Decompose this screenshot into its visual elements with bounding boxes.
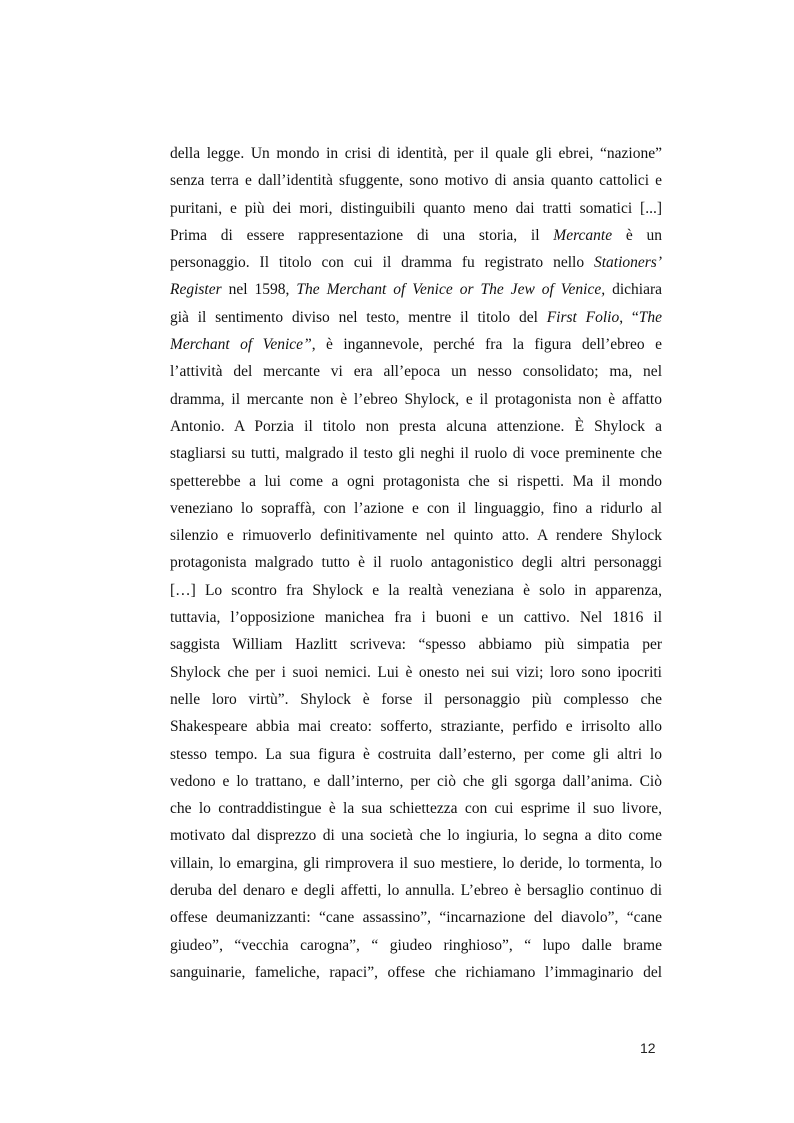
text-run: Prima di essere rappresentazione di una storia, il xyxy=(170,226,554,244)
text-line xyxy=(170,850,662,877)
text-line xyxy=(170,468,662,495)
text-run: Shylock che per i suoi nemici. Lui è onesto nei sui vizi; loro sono ipocriti xyxy=(170,663,662,681)
text-run: già il sentimento diviso nel testo, mentre il titolo del xyxy=(170,308,547,326)
text-run: , “ xyxy=(619,308,639,326)
italic-text: Mercante xyxy=(553,226,613,244)
text-line xyxy=(170,167,662,194)
text-line xyxy=(170,140,662,167)
body-text xyxy=(170,140,662,986)
text-run: giudeo”, “vecchia carogna”, “ giudeo ringhioso”, “ lupo dalle brame xyxy=(170,936,662,954)
text-line xyxy=(170,549,662,576)
italic-text: The Merchant of Venice or The Jew of Venice, xyxy=(296,281,606,299)
text-line xyxy=(170,768,662,795)
text-line xyxy=(170,440,662,467)
text-line xyxy=(170,686,662,713)
text-run: motivato dal disprezzo di una società che lo ingiuria, lo segna a dito come xyxy=(170,827,662,845)
text-line xyxy=(170,195,662,222)
italic-text: First Folio xyxy=(546,308,620,326)
text-run: dramma, il mercante non è l’ebreo Shylock, e il protagonista non è affatto xyxy=(170,390,662,408)
text-run: Shakespeare abbia mai creato: sofferto, straziante, perfido e irrisolto allo xyxy=(170,718,662,736)
text-line xyxy=(170,386,662,413)
text-line xyxy=(170,713,662,740)
text-run: , è ingannevole, perché fra la figura dell’ebreo e xyxy=(311,336,662,354)
text-run: deruba del denaro e degli affetti, lo annulla. L’ebreo è bersaglio continuo di xyxy=(170,882,662,900)
text-line xyxy=(170,522,662,549)
text-line xyxy=(170,222,662,249)
text-run: Antonio. A Porzia il titolo non presta alcuna attenzione. È Shylock a xyxy=(170,417,662,435)
text-line xyxy=(170,331,662,358)
text-line xyxy=(170,932,662,959)
text-run: offese deumanizzanti: “cane assassino”, “incarnazione del diavolo”, “cane xyxy=(170,909,662,927)
text-line xyxy=(170,822,662,849)
text-run: vedono e lo trattano, e dall’interno, per ciò che gli sgorga dall’anima. Ciò xyxy=(170,772,662,790)
text-run: stesso tempo. La sua figura è costruita dall’esterno, per come gli altri lo xyxy=(170,745,662,763)
text-line xyxy=(170,413,662,440)
text-run: silenzio e rimuoverlo definitivamente nel quinto atto. A rendere Shylock xyxy=(170,527,662,545)
text-line xyxy=(170,249,662,276)
text-run: stagliarsi su tutti, malgrado il testo gli neghi il ruolo di voce preminente che xyxy=(170,445,662,463)
text-run: saggista William Hazlitt scriveva: “spesso abbiamo più simpatia per xyxy=(170,636,662,654)
text-run: […] Lo scontro fra Shylock e la realtà veneziana è solo in apparenza, xyxy=(170,581,662,599)
text-run: protagonista malgrado tutto è il ruolo antagonistico degli altri personaggi xyxy=(170,554,662,572)
text-line xyxy=(170,877,662,904)
text-run: che lo contraddistingue è la sua schiettezza con cui esprime il suo livore, xyxy=(170,800,662,818)
page-number: 12 xyxy=(640,1040,656,1056)
text-run: è un xyxy=(612,226,662,244)
italic-text: Merchant of Venice” xyxy=(170,336,312,354)
text-line xyxy=(170,631,662,658)
text-line xyxy=(170,304,662,331)
text-line xyxy=(170,904,662,931)
text-line xyxy=(170,276,662,303)
text-line xyxy=(170,604,662,631)
text-run: l’attività del mercante vi era all’epoca un nesso consolidato; ma, nel xyxy=(170,363,662,381)
text-run: nelle loro virtù”. Shylock è forse il personaggio più complesso che xyxy=(170,690,662,708)
text-run: della legge. Un mondo in crisi di identità, per il quale gli ebrei, “nazione” xyxy=(170,145,662,162)
text-run: veneziano lo sopraffà, con l’azione e con il linguaggio, fino a ridurlo al xyxy=(170,499,662,517)
text-line xyxy=(170,741,662,768)
text-line xyxy=(170,577,662,604)
text-run: tuttavia, l’opposizione manichea fra i buoni e un cattivo. Nel 1816 il xyxy=(170,609,662,627)
italic-text: The xyxy=(638,308,662,326)
text-line xyxy=(170,495,662,522)
text-run: nel 1598, xyxy=(221,281,297,299)
text-line xyxy=(170,358,662,385)
text-line xyxy=(170,795,662,822)
italic-text: Stationers’ xyxy=(593,254,662,272)
text-run: personaggio. Il titolo con cui il dramma fu registrato nello xyxy=(170,254,594,272)
text-run: dichiara xyxy=(605,281,662,299)
text-run: sanguinarie, fameliche, rapaci”, offese che richiamano l’immaginario del xyxy=(170,963,662,981)
text-run: villain, lo emargina, gli rimprovera il suo mestiere, lo deride, lo tormenta, lo xyxy=(170,854,662,872)
text-line xyxy=(170,959,662,986)
text-line xyxy=(170,659,662,686)
text-run: puritani, e più dei mori, distinguibili quanto meno dai tratti somatici [...] xyxy=(170,199,662,217)
text-run: spetterebbe a lui come a ogni protagonista che si rispetti. Ma il mondo xyxy=(170,472,662,490)
text-run: senza terra e dall’identità sfuggente, sono motivo di ansia quanto cattolici e xyxy=(170,172,662,190)
italic-text: Register xyxy=(170,281,222,299)
